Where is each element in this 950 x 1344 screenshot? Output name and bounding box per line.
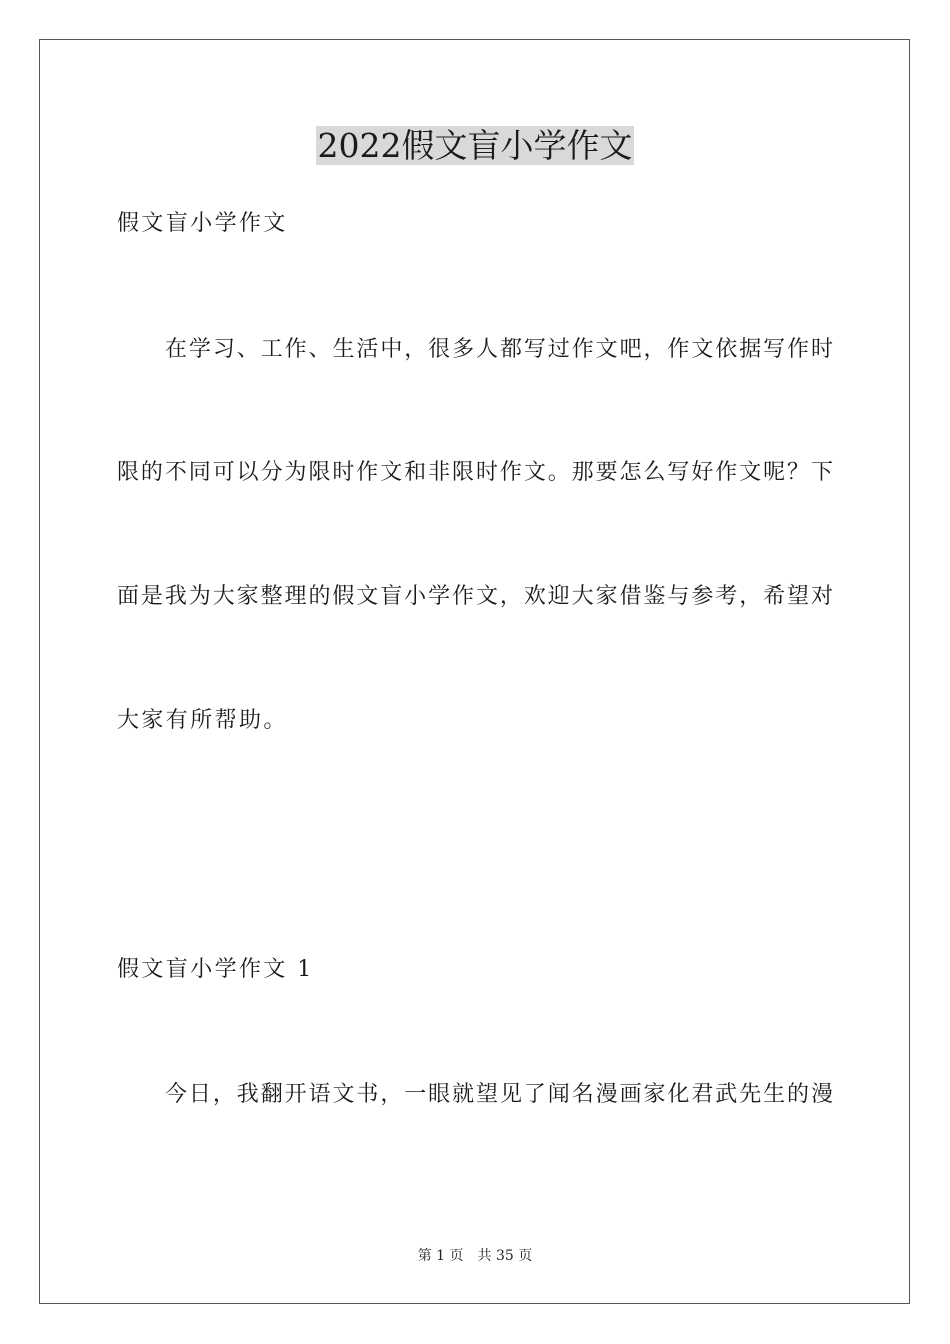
document-title-text: 2022假文盲小学作文: [317, 126, 633, 165]
intro-line-3: 面是我为大家整理的假文盲小学作文，欢迎大家借鉴与参考，希望对: [117, 584, 833, 609]
section-heading: 假文盲小学作文 1: [117, 957, 314, 982]
intro-line-2: 限的不同可以分为限时作文和非限时作文。那要怎么写好作文呢？下: [117, 460, 833, 485]
subtitle: 假文盲小学作文: [117, 211, 288, 236]
intro-line-4: 大家有所帮助。: [117, 708, 288, 733]
page-footer: 第 1 页 共 35 页: [417, 1248, 533, 1264]
intro-line-1: 在学习、工作、生活中，很多人都写过作文吧，作文依据写作时: [165, 337, 833, 362]
section-line-1: 今日，我翻开语文书，一眼就望见了闻名漫画家化君武先生的漫: [165, 1082, 833, 1107]
document-title: [0, 124, 950, 168]
